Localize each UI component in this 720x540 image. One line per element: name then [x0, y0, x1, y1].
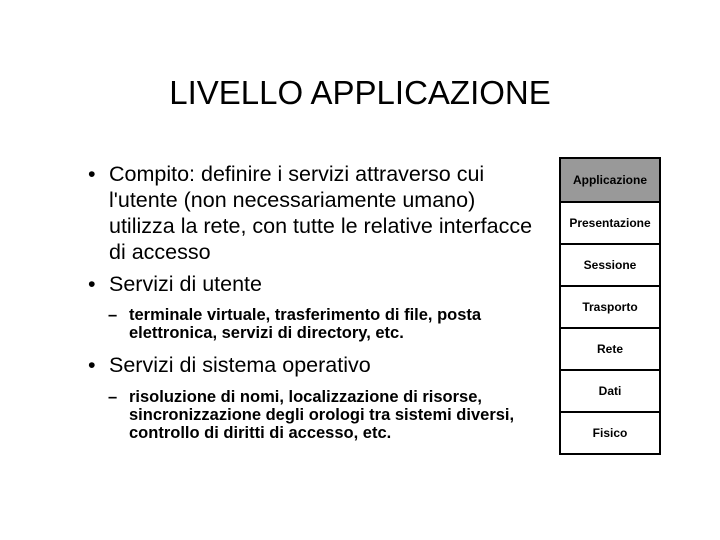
osi-layer-stack [559, 157, 661, 455]
bullet-text: Servizi di sistema operativo [109, 353, 371, 377]
layer-dati: Dati [561, 369, 659, 411]
layer-sessione: Sessione [561, 243, 659, 285]
dash-icon: – [108, 306, 118, 324]
bullet-text: Compito: definire i servizi attraverso cui l'utente (non necessariamente umano) utilizza la rete, con tutte le relative interfacce di accesso [109, 162, 533, 264]
bullet-icon: • [88, 353, 96, 377]
subbullet-servizi-sistema [108, 388, 528, 442]
subbullet-text: risoluzione di nomi, localizzazione di risorse, sincronizzazione degli orologi tra sistemi diversi, controllo di diritti di accesso, etc. [129, 388, 515, 442]
subbullet-servizi-utente [108, 306, 528, 342]
bullet-icon: • [88, 162, 96, 186]
layer-fisico: Fisico [561, 411, 659, 453]
bullet-compito [88, 161, 538, 265]
dash-icon: – [108, 388, 118, 406]
bullet-icon: • [88, 272, 96, 296]
subbullet-text: terminale virtuale, trasferimento di file, posta elettronica, servizi di directory, etc. [129, 306, 482, 342]
layer-presentazione: Presentazione [561, 201, 659, 243]
layer-rete: Rete [561, 327, 659, 369]
bullet-text: Servizi di utente [109, 272, 262, 296]
bullet-servizi-utente [88, 271, 538, 297]
layer-applicazione: Applicazione [561, 159, 659, 201]
slide-title: LIVELLO APPLICAZIONE [169, 74, 551, 111]
bullet-servizi-sistema [88, 352, 538, 378]
layer-trasporto: Trasporto [561, 285, 659, 327]
